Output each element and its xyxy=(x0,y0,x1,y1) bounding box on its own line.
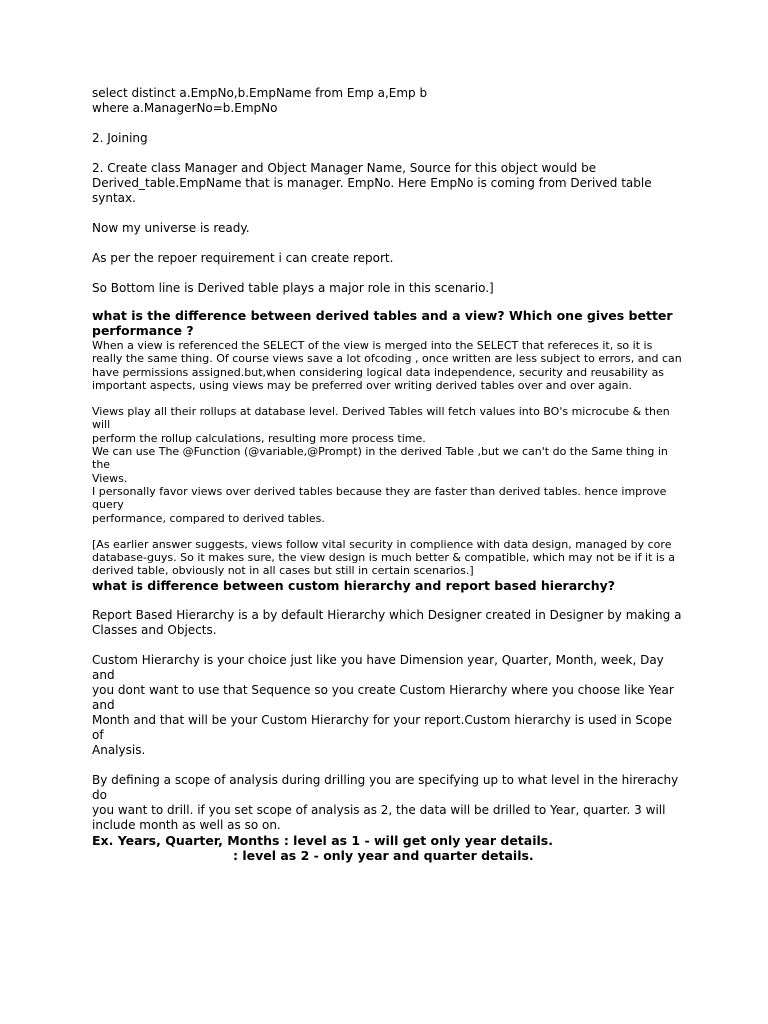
report-requirement-paragraph xyxy=(92,251,682,266)
text-line: We can use The @Function (@variable,@Prompt) in the derived Table ,but we can't do the Same thing in the xyxy=(92,445,668,472)
sql-paragraph xyxy=(92,86,682,116)
text-line: Month and that will be your Custom Hierarchy for your report.Custom hierarchy is used in Scope of xyxy=(92,712,672,742)
answer-rollups-paragraph xyxy=(92,405,682,525)
bottom-line-paragraph xyxy=(92,281,682,296)
text-line: you want to drill. if you set scope of analysis as 2, the data will be drilled to Year, quarter. 3 will xyxy=(92,802,666,817)
text-line: performance, compared to derived tables. xyxy=(92,511,325,525)
example-line: : level as 2 - only year and quarter details. xyxy=(233,847,534,863)
example-levels-block xyxy=(92,833,682,863)
text-line: database-guys. So it makes sure, the view design is much better & compatible, which may not be if it is a xyxy=(92,551,675,565)
text-line: include month as well as so on. xyxy=(92,817,281,832)
answer-view-merge-paragraph xyxy=(92,339,682,392)
text-line: Analysis. xyxy=(92,742,146,757)
text-line: Views. xyxy=(92,471,128,485)
text-line: I personally favor views over derived tables because they are faster than derived tables. hence improve query xyxy=(92,484,667,512)
text-line: really the same thing. Of course views save a lot ofcoding , once written are less subject to errors, and can xyxy=(92,352,682,366)
text-line: As per the repoer requirement i can create report. xyxy=(92,251,394,265)
report-based-hierarchy-paragraph xyxy=(92,608,682,638)
text-line: [As earlier answer suggests, views follow vital security in complience with data design, managed by core xyxy=(92,537,672,551)
answer-security-paragraph xyxy=(92,538,682,578)
sql-line: select distinct a.EmpNo,b.EmpName from Emp a,Emp b xyxy=(92,86,428,100)
scope-of-analysis-paragraph xyxy=(92,773,682,833)
text-line: important aspects, using views may be preferred over writing derived tables over and over again. xyxy=(92,378,632,392)
heading-line: performance ? xyxy=(92,323,194,338)
text-line: perform the rollup calculations, resulting more process time. xyxy=(92,431,426,445)
example-line: Ex. Years, Quarter, Months : level as 1 - will get only year details. xyxy=(92,832,553,848)
text-line: By defining a scope of analysis during drilling you are specifying up to what level in the hirerachy do xyxy=(92,772,679,802)
universe-ready-paragraph xyxy=(92,221,682,236)
heading-line: what is difference between custom hierarchy and report based hierarchy? xyxy=(92,577,616,593)
joining-line: 2. Joining xyxy=(92,131,148,145)
text-line: Derived_table.EmpName that is manager. EmpNo. Here EmpNo is coming from Derived table syntax. xyxy=(92,176,652,205)
text-line: you dont want to use that Sequence so you create Custom Hierarchy where you choose like Year and xyxy=(92,682,674,712)
create-class-paragraph xyxy=(92,161,682,206)
question-derived-vs-view-heading xyxy=(92,308,682,338)
text-line: Now my universe is ready. xyxy=(92,221,250,235)
custom-hierarchy-paragraph xyxy=(92,653,682,758)
text-line: Custom Hierarchy is your choice just like you have Dimension year, Quarter, Month, week, Day and xyxy=(92,652,664,682)
text-line: 2. Create class Manager and Object Manager Name, Source for this object would be xyxy=(92,161,597,175)
text-line: When a view is referenced the SELECT of the view is merged into the SELECT that refereces it, so it is xyxy=(92,339,653,352)
text-line: Report Based Hierarchy is a by default Hierarchy which Designer created in Designer by making a xyxy=(92,607,682,622)
joining-paragraph xyxy=(92,131,682,146)
sql-line: where a.ManagerNo=b.EmpNo xyxy=(92,101,278,115)
text-line: Views play all their rollups at database level. Derived Tables will fetch values into BO's microcube & then will xyxy=(92,405,670,432)
text-line: So Bottom line is Derived table plays a major role in this scenario.] xyxy=(92,281,494,295)
question-hierarchy-heading xyxy=(92,578,682,593)
text-line: Classes and Objects. xyxy=(92,622,217,637)
document-page xyxy=(92,86,682,863)
text-line: derived table, obviously not in all cases but still in certain scenarios.] xyxy=(92,564,474,578)
heading-line: what is the difference between derived tables and a view? Which one gives better xyxy=(92,308,673,323)
text-line: have permissions assigned.but,when considering logical data independence, security and reusability as xyxy=(92,365,665,379)
